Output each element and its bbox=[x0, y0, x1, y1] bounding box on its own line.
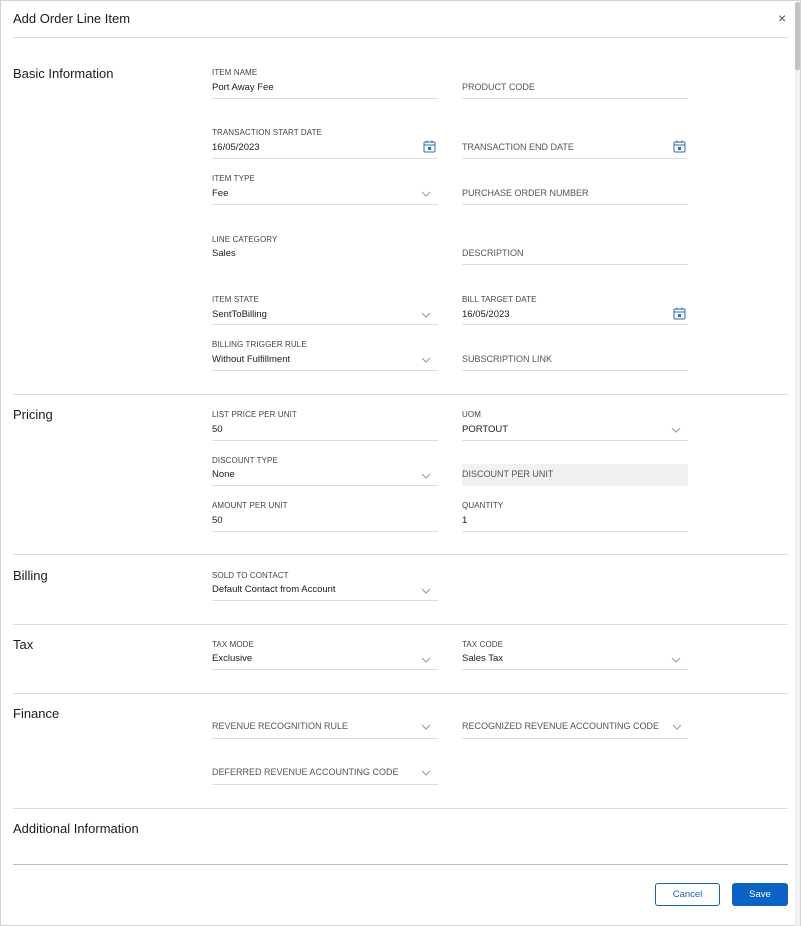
chevron-down-icon[interactable] bbox=[420, 309, 432, 321]
transaction-end-date-placeholder: TRANSACTION END DATE bbox=[462, 142, 574, 152]
tax-mode-select[interactable] bbox=[212, 640, 438, 670]
list-price-per-unit-value: 50 bbox=[212, 424, 223, 435]
chevron-down-icon[interactable] bbox=[670, 654, 682, 666]
scrollbar[interactable] bbox=[795, 2, 800, 926]
chevron-down-icon[interactable] bbox=[420, 188, 432, 200]
recognized-revenue-accounting-code-select[interactable] bbox=[462, 707, 688, 739]
item-name-label: ITEM NAME bbox=[212, 68, 258, 77]
purchase-order-number-field[interactable] bbox=[462, 174, 688, 205]
amount-per-unit-field[interactable] bbox=[212, 501, 438, 532]
calendar-icon[interactable] bbox=[673, 140, 686, 153]
calendar-icon[interactable] bbox=[673, 307, 686, 320]
quantity-label: QUANTITY bbox=[462, 501, 504, 510]
tax-code-label: TAX CODE bbox=[462, 640, 504, 649]
item-state-label: ITEM STATE bbox=[212, 295, 259, 304]
tax-code-select[interactable] bbox=[462, 640, 688, 670]
list-price-per-unit-field[interactable] bbox=[212, 410, 438, 441]
section-divider bbox=[13, 624, 788, 625]
product-code-field[interactable] bbox=[462, 68, 688, 99]
chevron-down-icon[interactable] bbox=[420, 585, 432, 597]
billing-trigger-rule-label: BILLING TRIGGER RULE bbox=[212, 340, 307, 349]
recognized-revenue-accounting-code-placeholder: RECOGNIZED REVENUE ACCOUNTING CODE bbox=[462, 721, 660, 731]
product-code-placeholder: PRODUCT CODE bbox=[462, 82, 535, 92]
bill-target-date-label: BILL TARGET DATE bbox=[462, 295, 537, 304]
item-type-label: ITEM TYPE bbox=[212, 174, 255, 183]
uom-label: UOM bbox=[462, 410, 481, 419]
calendar-icon[interactable] bbox=[423, 140, 436, 153]
save-button[interactable]: Save bbox=[732, 883, 788, 906]
dialog-header bbox=[1, 1, 797, 38]
deferred-revenue-accounting-code-placeholder: DEFERRED REVENUE ACCOUNTING CODE bbox=[212, 767, 399, 777]
revenue-recognition-rule-placeholder: REVENUE RECOGNITION RULE bbox=[212, 721, 349, 731]
cancel-button[interactable]: Cancel bbox=[655, 883, 720, 906]
quantity-field[interactable] bbox=[462, 501, 688, 532]
chevron-down-icon[interactable] bbox=[420, 767, 432, 779]
subscription-link-placeholder: SUBSCRIPTION LINK bbox=[462, 354, 553, 364]
item-type-select[interactable] bbox=[212, 174, 438, 205]
section-title-finance: Finance bbox=[13, 706, 60, 721]
purchase-order-number-placeholder: PURCHASE ORDER NUMBER bbox=[462, 188, 589, 198]
chevron-down-icon[interactable] bbox=[420, 354, 432, 366]
item-state-select[interactable] bbox=[212, 295, 438, 325]
list-price-per-unit-label: LIST PRICE PER UNIT bbox=[212, 410, 297, 419]
section-title-additional-information: Additional Information bbox=[13, 821, 139, 836]
discount-per-unit-field bbox=[462, 464, 688, 486]
close-icon[interactable]: × bbox=[778, 10, 787, 26]
item-type-value: Fee bbox=[212, 188, 229, 199]
item-state-value: SentToBilling bbox=[212, 309, 267, 320]
section-divider bbox=[13, 808, 788, 809]
tax-mode-label: TAX MODE bbox=[212, 640, 254, 649]
section-divider bbox=[13, 394, 788, 395]
revenue-recognition-rule-select[interactable] bbox=[212, 707, 438, 739]
chevron-down-icon[interactable] bbox=[420, 654, 432, 666]
section-title-pricing: Pricing bbox=[13, 407, 53, 422]
section-divider bbox=[13, 554, 788, 555]
amount-per-unit-label: AMOUNT PER UNIT bbox=[212, 501, 288, 510]
item-name-value: Port Away Fee bbox=[212, 82, 274, 93]
transaction-end-date-field[interactable] bbox=[462, 128, 688, 159]
item-name-field[interactable] bbox=[212, 68, 438, 99]
subscription-link-field[interactable] bbox=[462, 340, 688, 371]
discount-type-label: DISCOUNT TYPE bbox=[212, 456, 278, 465]
discount-type-select[interactable] bbox=[212, 456, 438, 486]
tax-mode-value: Exclusive bbox=[212, 653, 253, 664]
dialog-title: Add Order Line Item bbox=[13, 11, 131, 26]
bill-target-date-field[interactable] bbox=[462, 295, 688, 325]
billing-trigger-rule-value: Without Fulfillment bbox=[212, 354, 291, 365]
description-placeholder: DESCRIPTION bbox=[462, 248, 524, 258]
discount-type-value: None bbox=[212, 469, 235, 480]
quantity-value: 1 bbox=[462, 515, 468, 526]
uom-select[interactable] bbox=[462, 410, 688, 441]
chevron-down-icon[interactable] bbox=[420, 721, 432, 733]
discount-per-unit-placeholder: DISCOUNT PER UNIT bbox=[462, 469, 554, 479]
billing-trigger-rule-select[interactable] bbox=[212, 340, 438, 371]
header-divider bbox=[13, 37, 788, 38]
section-title-billing: Billing bbox=[13, 568, 48, 583]
section-title-tax: Tax bbox=[13, 637, 34, 652]
transaction-start-date-value: 16/05/2023 bbox=[212, 142, 260, 153]
line-category-label: LINE CATEGORY bbox=[212, 235, 278, 244]
chevron-down-icon[interactable] bbox=[671, 721, 683, 733]
uom-value: PORTOUT bbox=[462, 424, 509, 435]
sold-to-contact-select[interactable] bbox=[212, 571, 438, 601]
chevron-down-icon[interactable] bbox=[420, 470, 432, 482]
line-category-field bbox=[212, 235, 438, 265]
transaction-start-date-label: TRANSACTION START DATE bbox=[212, 128, 323, 137]
tax-code-value: Sales Tax bbox=[462, 653, 504, 664]
line-category-value: Sales bbox=[212, 248, 236, 259]
deferred-revenue-accounting-code-select[interactable] bbox=[212, 753, 438, 785]
section-title-basic-information: Basic Information bbox=[13, 66, 114, 81]
description-field[interactable] bbox=[462, 234, 688, 265]
transaction-start-date-field[interactable] bbox=[212, 128, 438, 159]
sold-to-contact-value: Default Contact from Account bbox=[212, 584, 336, 595]
footer-divider bbox=[13, 864, 788, 865]
chevron-down-icon[interactable] bbox=[670, 424, 682, 436]
bill-target-date-value: 16/05/2023 bbox=[462, 309, 510, 320]
amount-per-unit-value: 50 bbox=[212, 515, 223, 526]
section-divider bbox=[13, 693, 788, 694]
sold-to-contact-label: SOLD TO CONTACT bbox=[212, 571, 289, 580]
